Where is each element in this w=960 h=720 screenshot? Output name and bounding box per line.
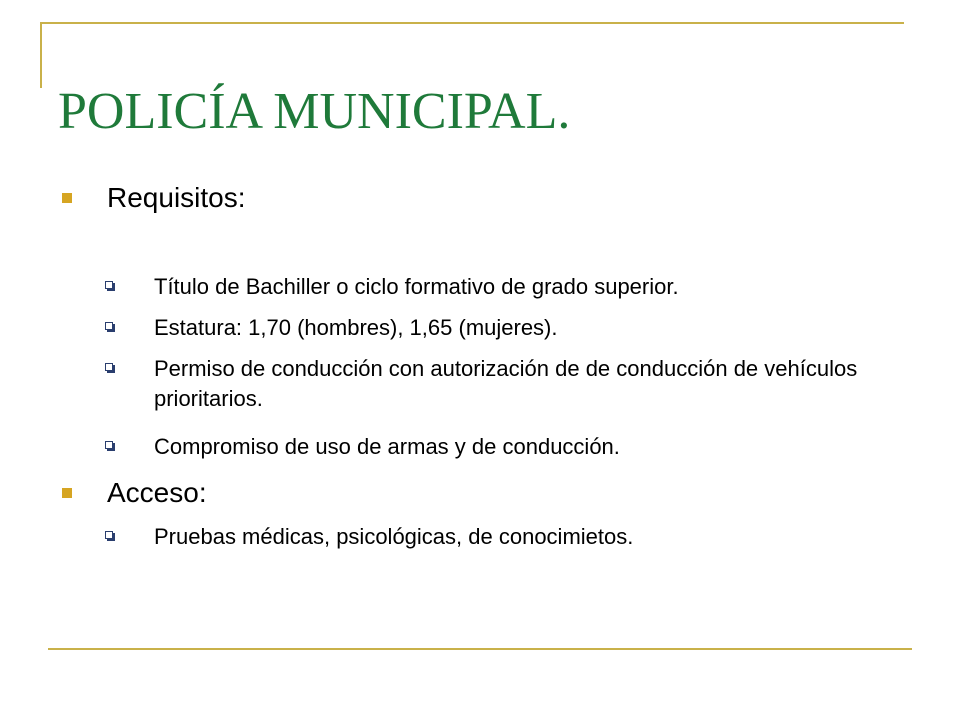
list-item-text: Compromiso de uso de armas y de conducción. [154, 434, 620, 459]
square-bullet-icon [62, 488, 72, 498]
checkbox-bullet-icon [105, 322, 113, 330]
list-item-text: Título de Bachiller o ciclo formativo de grado superior. [154, 274, 679, 299]
frame-top-line [40, 22, 904, 24]
square-bullet-icon [62, 193, 72, 203]
section-heading: Requisitos: [107, 182, 246, 213]
list-item-text: Permiso de conducción con autorización de de conducción de vehículos prioritarios. [154, 356, 858, 411]
frame-left-line [40, 22, 42, 88]
checkbox-bullet-icon [105, 441, 113, 449]
section-heading: Acceso: [107, 477, 207, 508]
checkbox-bullet-icon [105, 363, 113, 371]
frame-bottom-line [48, 648, 912, 650]
checkbox-bullet-icon [105, 281, 113, 289]
slide-title: POLICÍA MUNICIPAL. [58, 83, 571, 140]
list-item-text: Pruebas médicas, psicológicas, de conocimietos. [154, 524, 634, 549]
list-item-text: Estatura: 1,70 (hombres), 1,65 (mujeres). [154, 315, 558, 340]
checkbox-bullet-icon [105, 531, 113, 539]
